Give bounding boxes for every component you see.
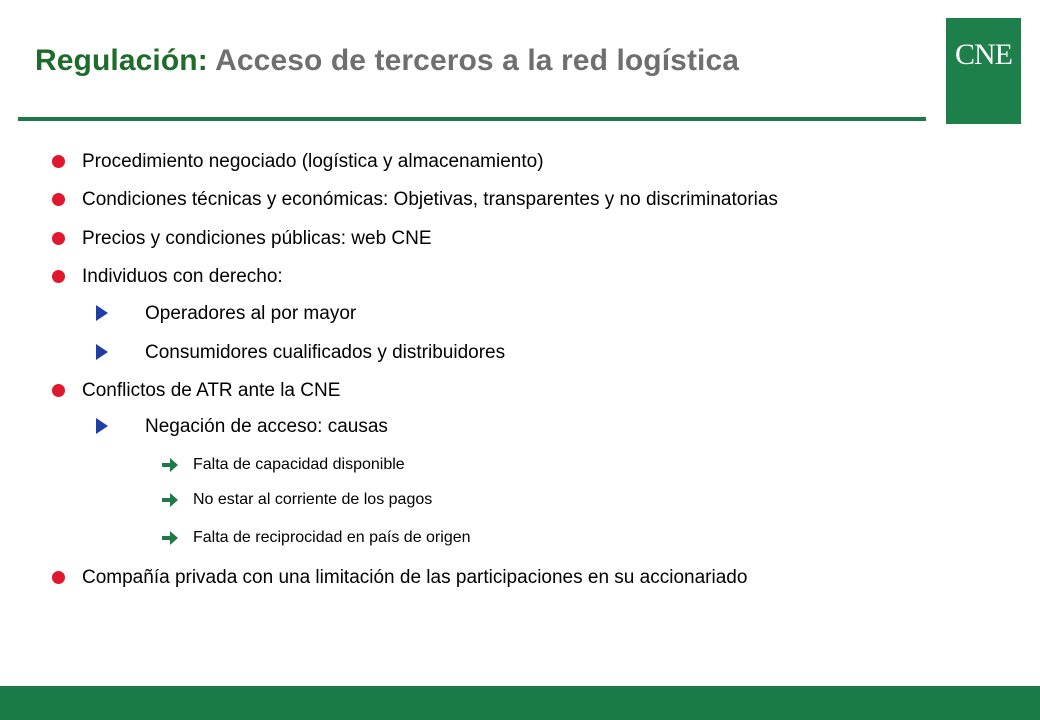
bullet-text: Conflictos de ATR ante la CNE xyxy=(82,380,341,401)
bullet-text: Procedimiento negociado (logística y almacenamiento) xyxy=(82,151,544,172)
bullet-dot-icon xyxy=(52,232,65,245)
sub-bullet-text: Negación de acceso: causas xyxy=(145,416,388,437)
sub-sub-bullet-text: Falta de reciprocidad en país de origen xyxy=(193,529,471,546)
triangle-arrow-icon xyxy=(96,418,108,434)
bullet-dot-icon xyxy=(52,571,65,584)
title-prefix: Regulación: xyxy=(35,44,208,77)
sub-sub-bullet-text: No estar al corriente de los pagos xyxy=(193,491,433,508)
sub-bullet-text: Consumidores cualificados y distribuidores xyxy=(145,342,506,363)
right-arrow-icon xyxy=(161,457,179,473)
triangle-arrow-icon xyxy=(96,344,108,360)
bullet-text: Compañía privada con una limitación de las participaciones en su accionariado xyxy=(82,567,748,588)
logo-text: CNE xyxy=(955,38,1012,71)
sub-bullet-text: Operadores al por mayor xyxy=(145,303,357,324)
footer-bar xyxy=(0,686,1040,720)
bullet-text: Precios y condiciones públicas: web CNE xyxy=(82,228,432,249)
bullet-dot-icon xyxy=(52,155,65,168)
right-arrow-icon xyxy=(161,530,179,546)
triangle-arrow-icon xyxy=(96,305,108,321)
sub-sub-bullet-text: Falta de capacidad disponible xyxy=(193,456,405,473)
right-arrow-icon xyxy=(161,492,179,508)
bullet-dot-icon xyxy=(52,384,65,397)
bullet-dot-icon xyxy=(52,193,65,206)
bullet-text: Individuos con derecho: xyxy=(82,266,283,287)
title-main: Acceso de terceros a la red logística xyxy=(215,44,740,77)
bullet-text: Condiciones técnicas y económicas: Objetivas, transparentes y no discriminatorias xyxy=(82,189,778,210)
bullet-dot-icon xyxy=(52,270,65,283)
